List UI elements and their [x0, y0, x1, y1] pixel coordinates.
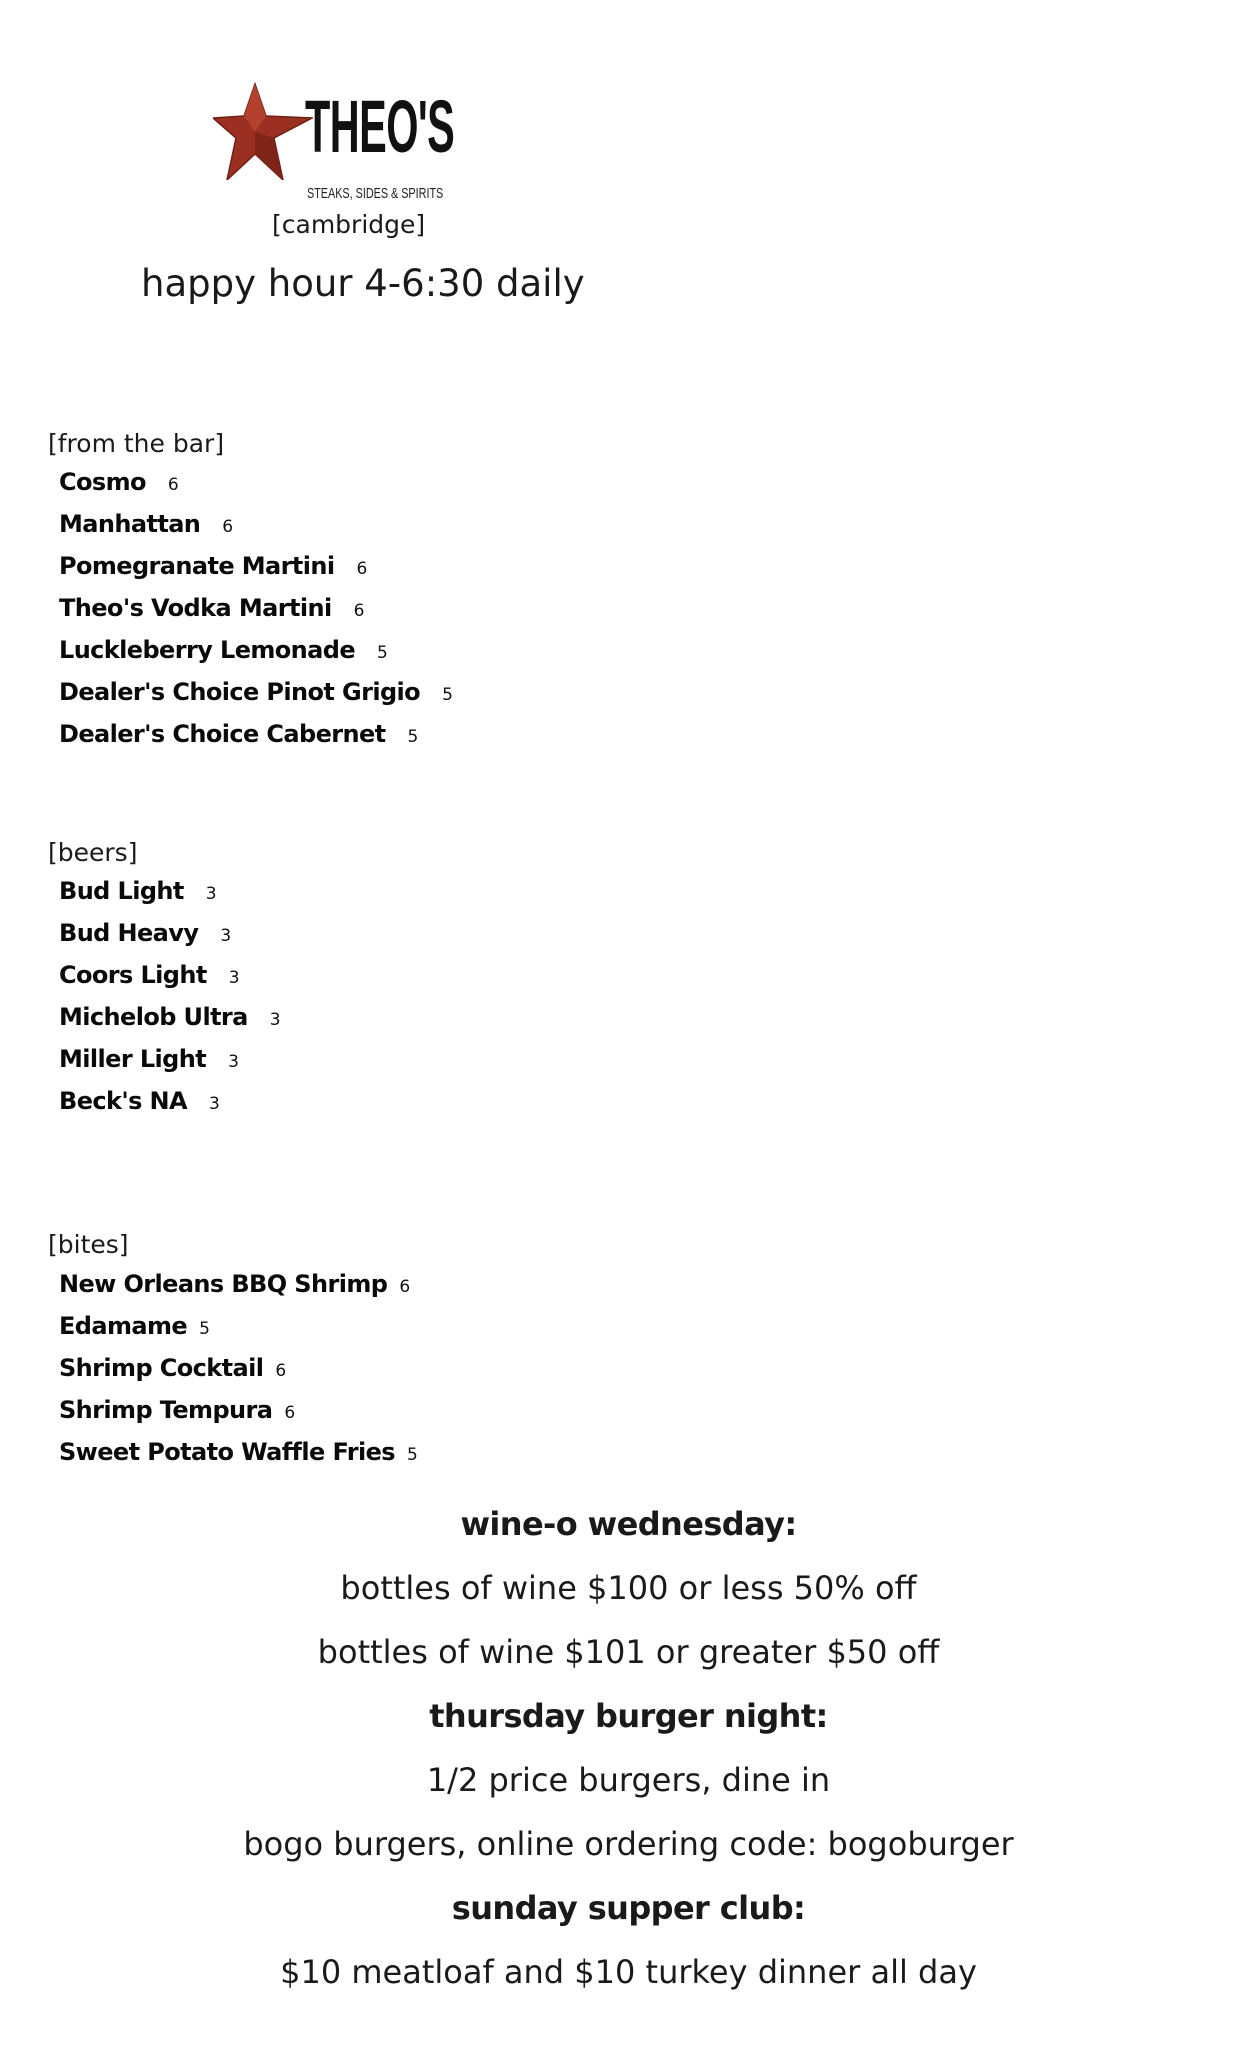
weekly-promotions — [0, 1492, 1257, 2004]
item-name: Dealer's Choice Pinot Grigio — [59, 678, 421, 706]
item-price: 5 — [407, 727, 419, 747]
theos-logo — [213, 80, 473, 208]
item-name: Sweet Potato Waffle Fries — [59, 1438, 395, 1466]
wine-promo-line: bottles of wine $101 or greater $50 off — [317, 1633, 940, 1671]
list-item — [59, 1312, 418, 1354]
item-name: Pomegranate Martini — [59, 552, 335, 580]
item-price: 3 — [228, 1052, 239, 1072]
list-item — [59, 636, 453, 678]
item-price: 6 — [284, 1403, 296, 1423]
list-item — [59, 961, 281, 1003]
item-name: Michelob Ultra — [59, 1003, 248, 1031]
item-name: Edamame — [59, 1312, 188, 1340]
list-item — [59, 919, 281, 961]
item-name: Bud Light — [59, 877, 184, 905]
item-name: Manhattan — [59, 510, 201, 538]
list-item — [59, 1354, 418, 1396]
happy-hour-heading: happy hour 4-6:30 daily — [141, 262, 585, 305]
logo-tagline: STEAKS, SIDES & SPIRITS — [307, 185, 444, 202]
item-name: Miller Light — [59, 1045, 207, 1073]
item-price: 5 — [377, 643, 388, 663]
item-name: Bud Heavy — [59, 919, 199, 947]
item-name: Cosmo — [59, 468, 146, 496]
list-item — [59, 552, 453, 594]
list-item — [59, 1003, 281, 1045]
item-name: Dealer's Choice Cabernet — [59, 720, 386, 748]
item-name: Theo's Vodka Martini — [59, 594, 332, 622]
bites-list — [59, 1270, 418, 1480]
list-item — [59, 594, 453, 636]
wine-o-wednesday-heading: wine-o wednesday: — [460, 1505, 797, 1543]
item-price: 3 — [228, 968, 240, 988]
wine-promo-line: bottles of wine $100 or less 50% off — [340, 1569, 917, 1607]
bar-drinks-list — [59, 468, 453, 762]
item-price: 3 — [209, 1094, 220, 1114]
item-price: 6 — [356, 559, 368, 579]
thursday-burger-night-heading: thursday burger night: — [429, 1697, 828, 1735]
list-item — [59, 1087, 281, 1129]
item-name: Shrimp Cocktail — [59, 1354, 264, 1382]
section-title-bites: [bites] — [48, 1230, 129, 1259]
location-label: [cambridge] — [272, 210, 426, 239]
section-title-beers: [beers] — [48, 838, 138, 867]
item-name: Coors Light — [59, 961, 207, 989]
supper-promo-line: $10 meatloaf and $10 turkey dinner all day — [280, 1953, 977, 1991]
burger-promo-line: bogo burgers, online ordering code: bogoburger — [243, 1825, 1014, 1863]
item-price: 5 — [442, 685, 453, 705]
burger-promo-line: 1/2 price burgers, dine in — [426, 1761, 831, 1799]
item-price: 5 — [199, 1319, 210, 1339]
list-item — [59, 1438, 418, 1480]
item-price: 6 — [167, 475, 179, 495]
item-price: 6 — [399, 1277, 411, 1297]
item-price: 3 — [205, 884, 217, 904]
item-name: New Orleans BBQ Shrimp — [59, 1270, 388, 1298]
item-name: Shrimp Tempura — [59, 1396, 273, 1424]
list-item — [59, 468, 453, 510]
list-item — [59, 1396, 418, 1438]
section-title-bar: [from the bar] — [48, 429, 225, 458]
item-name: Beck's NA — [59, 1087, 188, 1115]
beers-list — [59, 877, 281, 1129]
sunday-supper-club-heading: sunday supper club: — [451, 1889, 806, 1927]
star-icon — [213, 80, 313, 180]
list-item — [59, 877, 281, 919]
list-item — [59, 1045, 281, 1087]
list-item — [59, 1270, 418, 1312]
item-price: 6 — [275, 1361, 287, 1381]
item-price: 5 — [406, 1445, 418, 1465]
list-item — [59, 678, 453, 720]
list-item — [59, 510, 453, 552]
item-price: 3 — [220, 926, 232, 946]
logo-wordmark: THEO'S — [305, 85, 455, 168]
item-price: 6 — [353, 601, 365, 621]
item-name: Luckleberry Lemonade — [59, 636, 356, 664]
item-price: 3 — [269, 1010, 281, 1030]
list-item — [59, 720, 453, 762]
item-price: 6 — [222, 517, 234, 537]
